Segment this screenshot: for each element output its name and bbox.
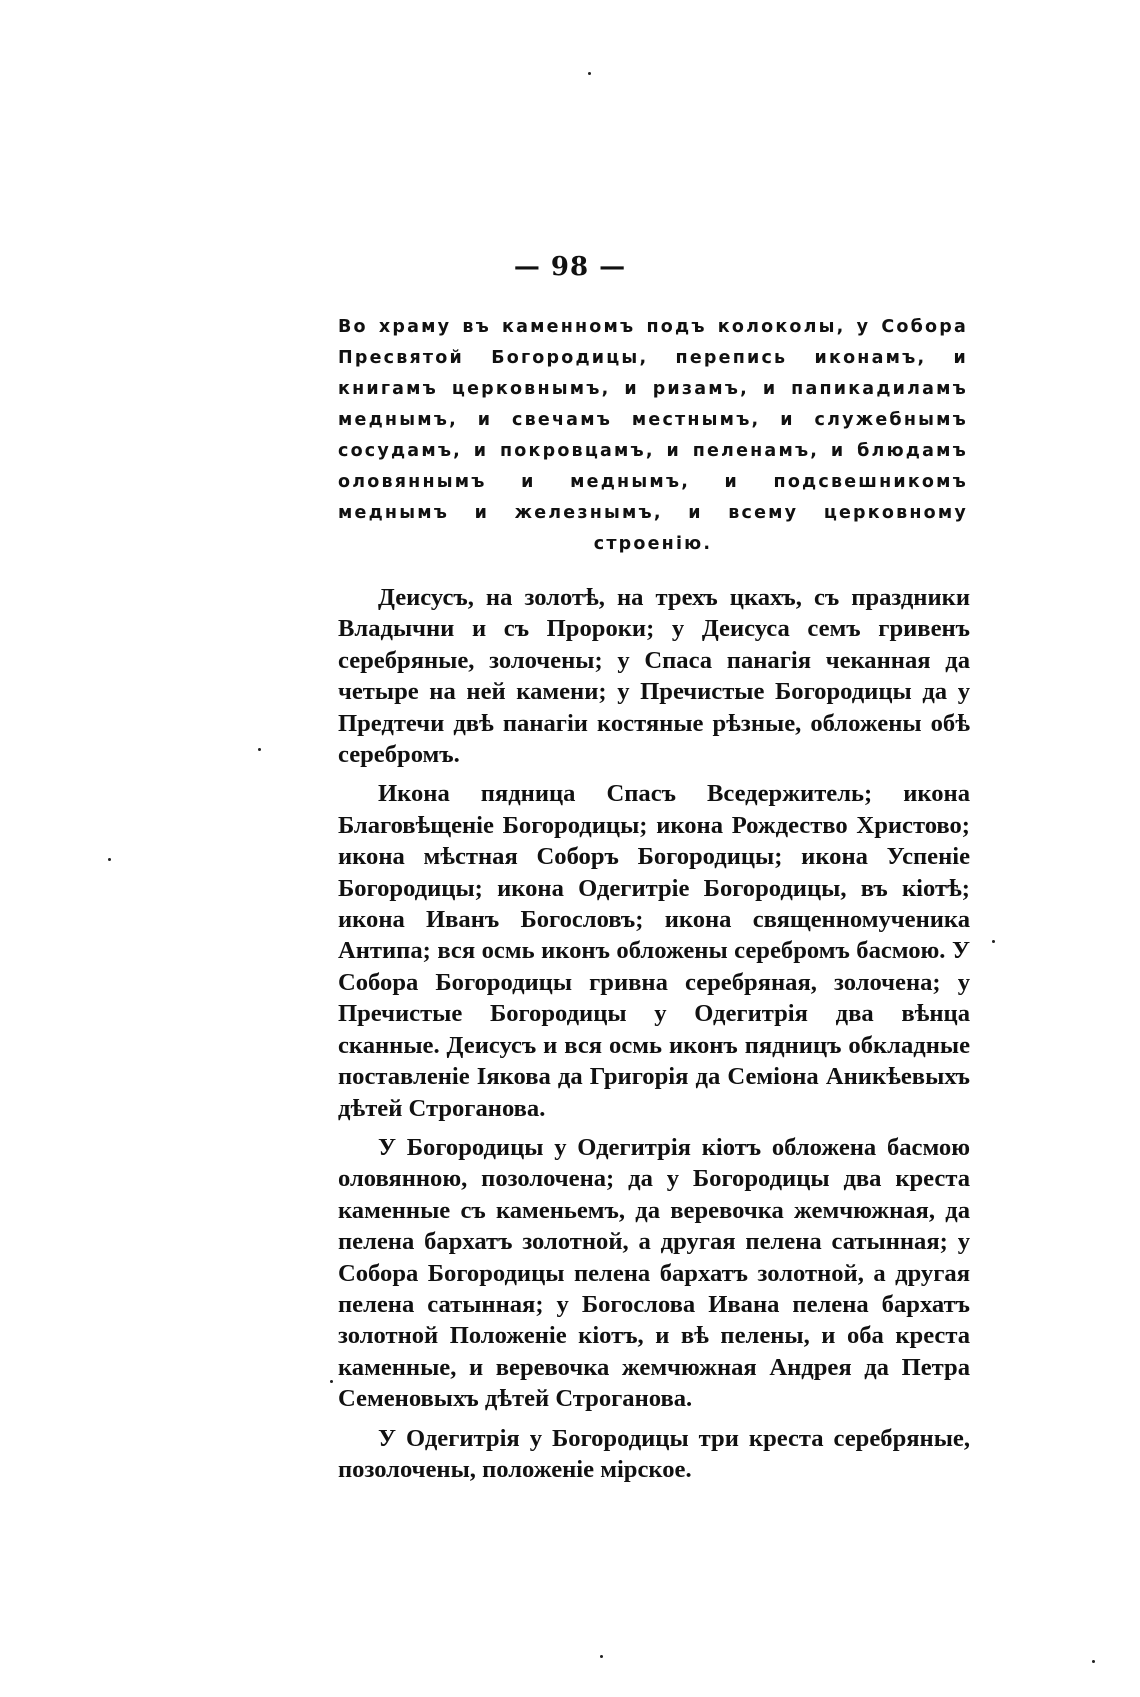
body-text bbox=[338, 582, 970, 1493]
scan-speck bbox=[600, 1655, 603, 1658]
paragraph: У Одегитрія у Богородицы три креста серебряные, позолочены, положеніе мірское. bbox=[338, 1424, 970, 1483]
scan-speck bbox=[258, 748, 261, 751]
paragraph: Икона пядница Спасъ Вседержитель; икона Благовѣщеніе Богородицы; икона Рождество Христово; икона мѣстная Соборъ Богородицы; икона Успеніе Богородицы; икона Одегитріе Богородицы, въ кіотѣ; икона Иванъ Богословъ; икона священномученика Антипа; вся осмь иконъ обложены серебромъ басмою. У Собора Богородицы гривна серебряная, золочена; у Пречистые Богородицы у Одегитрія два вѣнца сканные. Деисусъ и вся осмь иконъ пядницъ обкладные поставленіе Іякова да Григорія да Семіона Аникѣевыхъ дѣтей Строганова. bbox=[338, 780, 970, 1122]
scan-speck bbox=[1092, 1660, 1095, 1663]
scan-speck bbox=[588, 72, 591, 75]
scan-speck bbox=[992, 940, 995, 943]
paragraph: Деисусъ, на золотѣ, на трехъ цкахъ, съ праздники Владычни и съ Пророки; у Деисуса семъ гривенъ серебряные, золочены; у Спаса панагія чеканная да четыре на ней камени; у Пречистые Богородицы да у Предтечи двѣ панагіи костяные рѣзные, обложены обѣ серебромъ. bbox=[338, 584, 970, 769]
section-heading: Во храму въ каменномъ подъ колоколы, у Собора Пресвятой Богородицы, перепись иконамъ, и книгамъ церковнымъ, и ризамъ, и папикадиламъ меднымъ, и свечамъ местнымъ, и служебнымъ сосудамъ, и покровцамъ, и пеленамъ, и блюдамъ оловяннымъ и меднымъ, и подсвешникомъ меднымъ и железнымъ, и всему церковному строенію. bbox=[338, 317, 968, 554]
scan-speck bbox=[108, 858, 111, 861]
paragraph: У Богородицы у Одегитрія кіотъ обложена басмою оловянною, позолочена; да у Богородицы два креста каменные съ каменьемъ, да веревочка жемчюжная, да пелена бархатъ золотной, а другая пелена сатынная; у Собора Богородицы пелена бархатъ золотной, а другая пелена сатынная; у Богослова Ивана пелена бархатъ золотной Положеніе кіотъ, и вѣ пелены, и оба креста каменные, и веревочка жемчюжная Андрея да Петра Семеновыхъ дѣтей Строганова. bbox=[338, 1133, 970, 1413]
page-number: — 98 — bbox=[513, 252, 627, 282]
scan-speck bbox=[330, 1380, 333, 1383]
